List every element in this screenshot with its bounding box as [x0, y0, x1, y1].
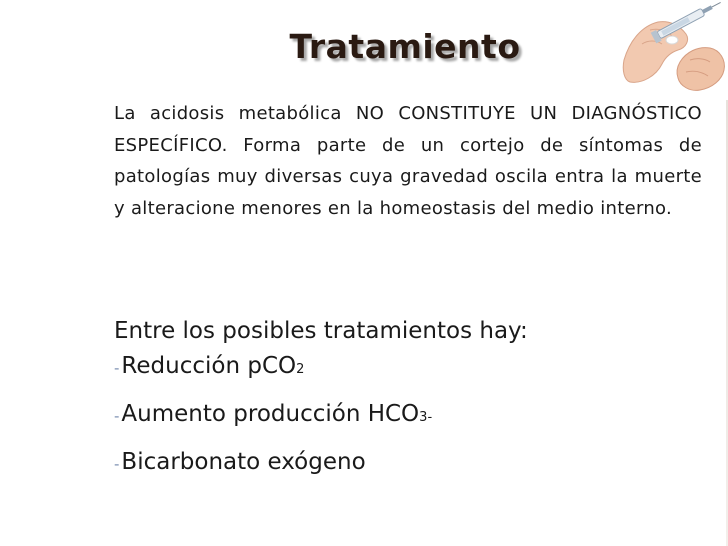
treatments-lead: Entre los posibles tratamientos hay:	[114, 318, 528, 344]
slide-title: Tratamiento	[289, 27, 521, 66]
treatment-list	[114, 353, 714, 497]
intro-paragraph: La acidosis metabólica NO CONSTITUYE UN DIAGNÓSTICO ESPECÍFICO. Forma parte de un cortejo de síntomas de patologías muy diversas cuya gravedad oscila entra la muerte y alteracione menores en la homeostasis del medio interno.	[114, 103, 702, 219]
list-bullet: -	[114, 359, 120, 377]
list-item-text: Aumento producción HCO	[121, 401, 420, 427]
list-item	[114, 353, 714, 401]
list-item-superscript: -	[427, 410, 433, 425]
list-item-subscript: 3	[419, 410, 428, 425]
list-item-subscript: 2	[296, 362, 305, 377]
list-item-text: Reducción pCO	[121, 353, 297, 379]
hands-syringe-illustration-icon	[620, 0, 728, 96]
list-bullet: -	[114, 407, 120, 425]
list-bullet: -	[114, 455, 120, 473]
list-item-text: Bicarbonato exógeno	[121, 449, 366, 475]
list-item	[114, 401, 714, 449]
list-item	[114, 449, 714, 497]
